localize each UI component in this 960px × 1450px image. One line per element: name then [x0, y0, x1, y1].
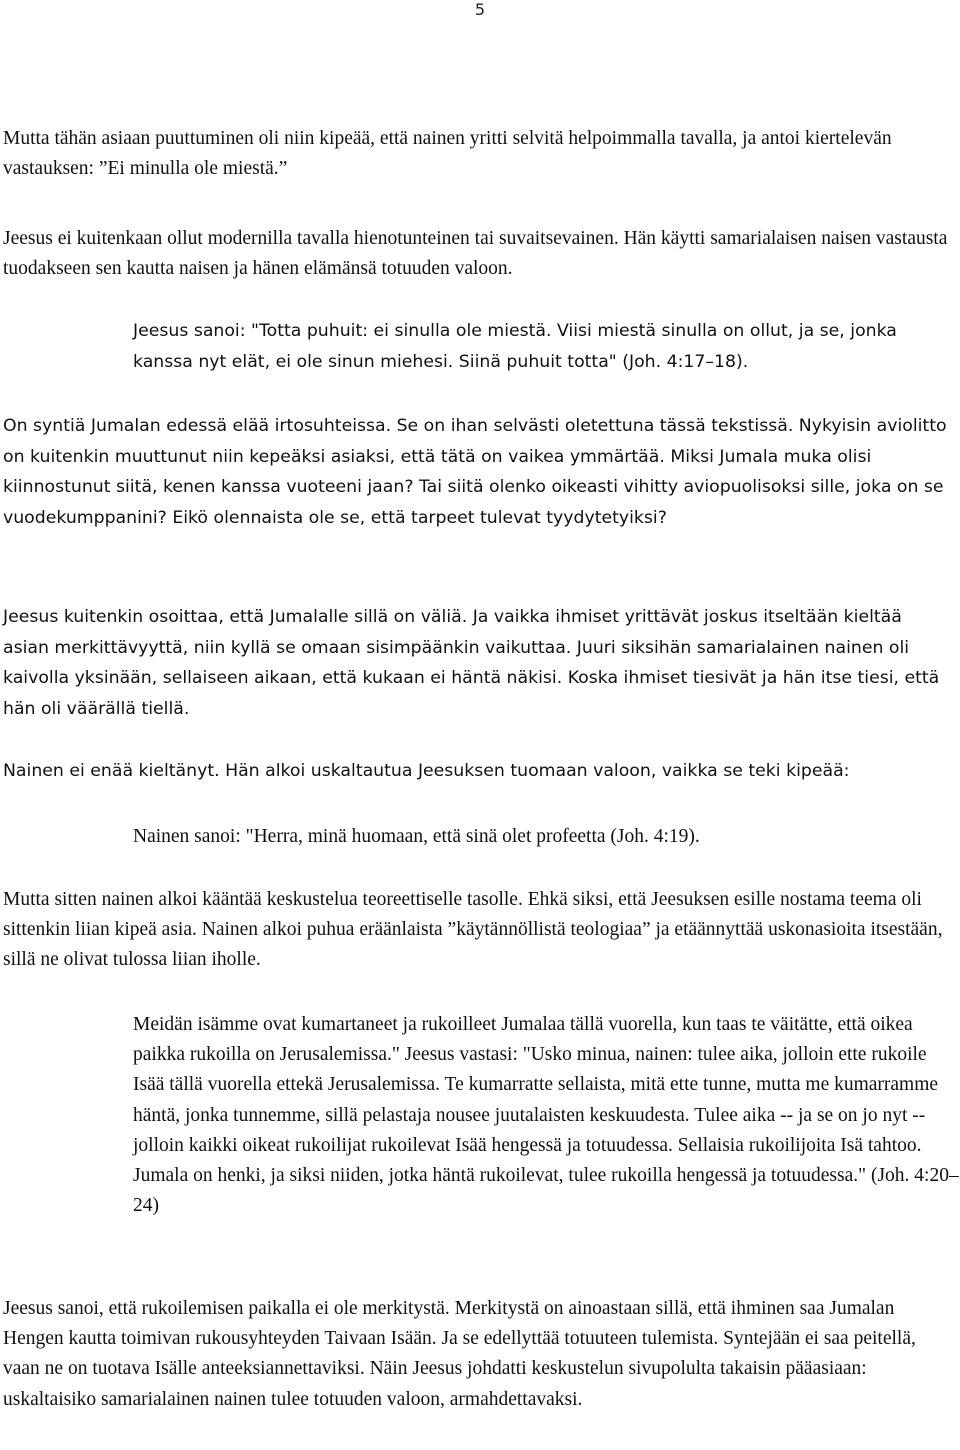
paragraph-sin-relationships: On syntiä Jumalan edessä elää irtosuhteissa. Se on ihan selvästi oletettuna tässä tekstissä. Nykyisin aviolitto on kuitenkin muuttunut niin kepeäksi asiaksi, että tätä on vaikea ymmärtää. Miksi Jumala muka olisi kiinnostunut siitä, kenen kanssa vuoteeni jaan? Tai siitä olenko oikeasti vihitty aviopuolisoksi sille, joka on se vuodekumppanini? Eikö olennaista ole se, että tarpeet tulevat tyydytetyiksi? [3, 416, 947, 528]
quote-john-4-20-24: Meidän isämme ovat kumartaneet ja rukoilleet Jumalaa tällä vuorella, kun taas te väitätte, että oikea paikka rukoilla on Jerusalemissa." Jeesus vastasi: "Usko minua, nainen: tulee aika, jolloin ette rukoile Isää tällä vuorella ettekä Jerusalemissa. Te kumarratte sellaista, mitä ette tunne, mutta me kumarramme häntä, jonka tunnemme, sillä pelastaja nousee juutalaisten keskuudesta. Tulee aika -- ja se on jo nyt -- jolloin kaikki oikeat rukoilijat rukoilevat Isää hengessä ja totuudessa. Sellaisia rukoilijoita Isä tahtoo. Jumala on henki, ja siksi niiden, jotka häntä rukoilevat, tulee rukoilla hengessä ja totuudessa." (Joh. 4:20–24) [133, 1014, 959, 1217]
paragraph-place-of-prayer: Jeesus sanoi, että rukoilemisen paikalla ei ole merkitystä. Merkitystä on ainoastaan sillä, että ihminen saa Jumalan Hengen kautta toimivan rukousyhteyden Taivaan Isään. Ja se edellyttää totuuteen tulemista. Syntejään ei saa peitellä, vaan ne on tuotava Isälle anteeksiannettaviksi. Näin Jeesus johdatti keskustelun sivupolulta takaisin pääasiaan: uskaltaisiko samarialainen nainen tulee totuuden valoon, armahdettavaksi. [3, 1298, 916, 1410]
paragraph-jesus-not-modern: Jeesus ei kuitenkaan ollut modernilla tavalla hienotunteinen tai suvaitsevainen. Hän käytti samarialaisen naisen vastausta tuodakseen sen kautta naisen ja hänen elämänsä totuuden valoon. [3, 228, 948, 280]
quote-john-4-19: Nainen sanoi: "Herra, minä huomaan, että sinä olet profeetta (Joh. 4:19). [133, 826, 700, 847]
paragraph-god-cares: Jeesus kuitenkin osoittaa, että Jumalalle sillä on väliä. Ja vaikka ihmiset yrittävät joskus itseltään kieltää asian merkittävyyttä, niin kyllä se omaan sisimpäänkin vaikuttaa. Juuri siksihän samarialainen nainen oli kaivolla yksinään, sellaiseen aikaan, että kukaan ei häntä näkisi. Koska ihmiset tiesivät ja hän itse tiesi, että hän oli väärällä tiellä. [3, 607, 940, 719]
paragraph-theoretical-turn: Mutta sitten nainen alkoi kääntää keskustelua teoreettiselle tasolle. Ehkä siksi, että Jeesuksen esille nostama teema oli sittenkin liian kipeä asia. Nainen alkoi puhua eräänlaista ”käytännöllistä teologiaa” ja etäännyttää uskonasioita itsestään, sillä ne olivat tulossa liian iholle. [3, 889, 943, 971]
paragraph-answer: Mutta tähän asiaan puuttuminen oli niin kipeää, että nainen yritti selvitä helpoimmalla tavalla, ja antoi kiertelevän vastauksen: ”Ei minulla ole miestä.” [3, 128, 892, 180]
paragraph-woman-no-longer-denied: Nainen ei enää kieltänyt. Hän alkoi uskaltautua Jeesuksen tuomaan valoon, vaikka se teki kipeää: [3, 761, 850, 781]
page-number: 5 [474, 0, 486, 19]
quote-john-4-17: Jeesus sanoi: "Totta puhuit: ei sinulla ole miestä. Viisi miestä sinulla on ollut, ja se, jonka kanssa nyt elät, ei ole sinun miehesi. Siinä puhuit totta" (Joh. 4:17–18). [133, 321, 897, 372]
